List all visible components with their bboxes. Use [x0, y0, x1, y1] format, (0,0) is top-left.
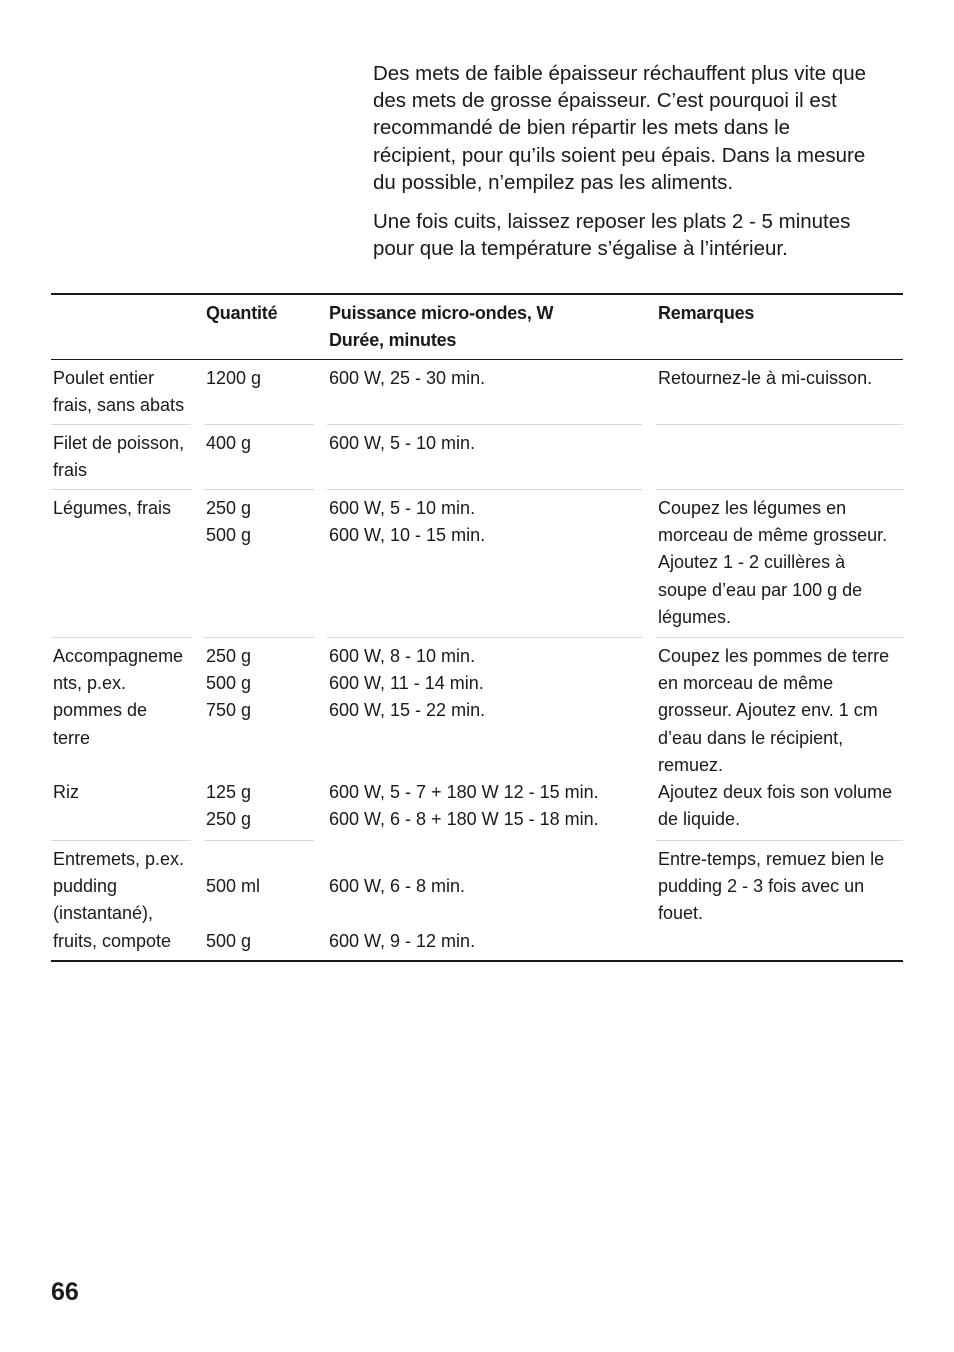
remarks-cell-line: fouet. — [658, 903, 704, 924]
table-header — [51, 295, 903, 360]
food-cell-line — [53, 752, 193, 779]
food-cell — [53, 846, 193, 955]
quantity-cell — [206, 495, 316, 549]
remarks-cell-line: légumes. — [658, 606, 732, 627]
remarks-cell-line: remuez. — [658, 754, 724, 775]
power-time-cell-line: 600 W, 9 - 12 min. — [329, 930, 476, 951]
header-power-line2: Durée, minutes — [329, 330, 457, 351]
table-row — [51, 360, 903, 425]
food-cell-line: pudding — [53, 876, 118, 897]
table-row — [51, 841, 903, 960]
power-time-cell-line — [329, 725, 639, 752]
intro-p1-line: du possible, n’empilez pas les aliments. — [373, 170, 734, 194]
power-time-cell-line: 600 W, 25 - 30 min. — [329, 368, 486, 388]
remarks-cell — [658, 846, 903, 928]
food-cell-line: Poulet entier — [53, 368, 155, 388]
header-quantity: Quantité — [206, 303, 278, 323]
food-cell — [53, 643, 193, 833]
intro-p1-line: recommandé de bien répartir les mets dans le — [373, 116, 791, 140]
table-row — [51, 490, 903, 638]
remarks-cell-line: en morceau de même — [658, 673, 834, 694]
power-time-cell — [329, 495, 639, 549]
food-cell-line: frais — [53, 460, 88, 481]
intro-paragraph-1 — [373, 60, 913, 196]
power-time-cell-line: 600 W, 5 - 7 + 180 W 12 - 15 min. — [329, 781, 599, 802]
power-time-cell — [329, 365, 639, 392]
power-time-cell-line — [329, 900, 639, 927]
intro-paragraph-2 — [373, 208, 913, 262]
power-time-cell-line: 600 W, 6 - 8 + 180 W 15 - 18 min. — [329, 809, 599, 830]
intro-p1-line: des mets de grosse épaisseur. C’est pourquoi il est — [373, 89, 837, 113]
quantity-cell-line: 500 g — [206, 673, 252, 694]
intro-p1-line: récipient, pour qu’ils soient peu épais. Dans la mesure — [373, 143, 866, 167]
food-cell-line: (instantané), — [53, 903, 154, 924]
quantity-cell-line — [206, 846, 316, 873]
food-cell-line: Filet de poisson, — [53, 433, 185, 453]
header-power — [329, 300, 639, 354]
power-time-cell — [329, 643, 639, 833]
food-cell-line — [53, 806, 193, 833]
food-cell — [53, 495, 193, 522]
power-time-cell — [329, 846, 639, 955]
power-time-cell-line: 600 W, 8 - 10 min. — [329, 646, 476, 666]
header-remarks: Remarques — [658, 303, 755, 323]
power-time-cell-line: 600 W, 15 - 22 min. — [329, 700, 486, 721]
remarks-cell-line: grosseur. Ajoutez env. 1 cm — [658, 700, 878, 721]
food-cell-line: Riz — [53, 781, 79, 802]
quantity-cell-line: 500 g — [206, 930, 252, 951]
food-cell-line: Accompagneme — [53, 646, 184, 666]
food-cell-line: nts, p.ex. — [53, 673, 127, 694]
food-cell-line: fruits, compote — [53, 930, 172, 951]
cooking-table — [51, 293, 903, 962]
remarks-cell-line: Coupez les pommes de terre — [658, 646, 890, 666]
quantity-cell — [206, 365, 316, 392]
power-time-cell — [329, 430, 639, 457]
power-time-cell-line — [329, 846, 639, 873]
remarks-cell-line: morceau de même grosseur. — [658, 525, 888, 546]
food-cell-line: frais, sans abats — [53, 395, 185, 416]
quantity-cell-line: 250 g — [206, 646, 252, 666]
food-cell — [53, 365, 193, 419]
page-number: 66 — [51, 1278, 79, 1306]
quantity-cell — [206, 430, 316, 457]
power-time-cell-line: 600 W, 11 - 14 min. — [329, 673, 484, 694]
intro-text — [373, 60, 913, 274]
food-cell-line: Entremets, p.ex. — [53, 849, 185, 869]
remarks-cell-line: Retournez-le à mi-cuisson. — [658, 368, 873, 388]
power-time-cell-line: 600 W, 5 - 10 min. — [329, 498, 476, 518]
remarks-cell-line: soupe d’eau par 100 g de — [658, 579, 863, 600]
power-time-cell-line: 600 W, 5 - 10 min. — [329, 433, 476, 453]
quantity-cell-line — [206, 725, 316, 752]
quantity-cell-line: 125 g — [206, 781, 252, 802]
quantity-cell — [206, 643, 316, 833]
food-cell — [53, 430, 193, 484]
food-cell-line: terre — [53, 727, 91, 748]
quantity-cell-line: 250 g — [206, 809, 252, 830]
quantity-cell-line: 500 ml — [206, 876, 261, 897]
quantity-cell — [206, 846, 316, 955]
quantity-cell-line: 750 g — [206, 700, 252, 721]
remarks-cell-line: Entre-temps, remuez bien le — [658, 849, 885, 869]
remarks-cell-line: d’eau dans le récipient, — [658, 727, 844, 748]
remarks-cell-line: pudding 2 - 3 fois avec un — [658, 876, 865, 897]
food-cell-line: Légumes, frais — [53, 498, 172, 518]
remarks-cell — [658, 495, 903, 631]
power-time-cell-line — [329, 752, 639, 779]
intro-p2-line: pour que la température s’égalise à l’intérieur. — [373, 237, 788, 261]
remarks-cell — [658, 643, 903, 833]
remarks-cell — [658, 365, 903, 392]
quantity-cell-line: 500 g — [206, 525, 252, 546]
remarks-cell-line: Ajoutez deux fois son volume — [658, 781, 893, 802]
quantity-cell-line: 400 g — [206, 433, 252, 453]
power-time-cell-line: 600 W, 10 - 15 min. — [329, 525, 486, 546]
remarks-cell-line: de liquide. — [658, 809, 741, 830]
intro-p2-line: Une fois cuits, laissez reposer les plats 2 - 5 minutes — [373, 209, 851, 233]
quantity-cell-line: 250 g — [206, 498, 252, 518]
remarks-cell-line: Ajoutez 1 - 2 cuillères à — [658, 552, 846, 573]
table-row — [51, 638, 903, 841]
quantity-cell-line — [206, 900, 316, 927]
table-row — [51, 425, 903, 490]
quantity-cell-line: 1200 g — [206, 368, 262, 388]
quantity-cell-line — [206, 752, 316, 779]
header-power-line1: Puissance micro-ondes, W — [329, 303, 554, 323]
remarks-cell-line: Coupez les légumes en — [658, 498, 847, 518]
power-time-cell-line: 600 W, 6 - 8 min. — [329, 876, 466, 897]
intro-p1-line: Des mets de faible épaisseur réchauffent plus vite que — [373, 62, 867, 85]
food-cell-line: pommes de — [53, 700, 148, 721]
